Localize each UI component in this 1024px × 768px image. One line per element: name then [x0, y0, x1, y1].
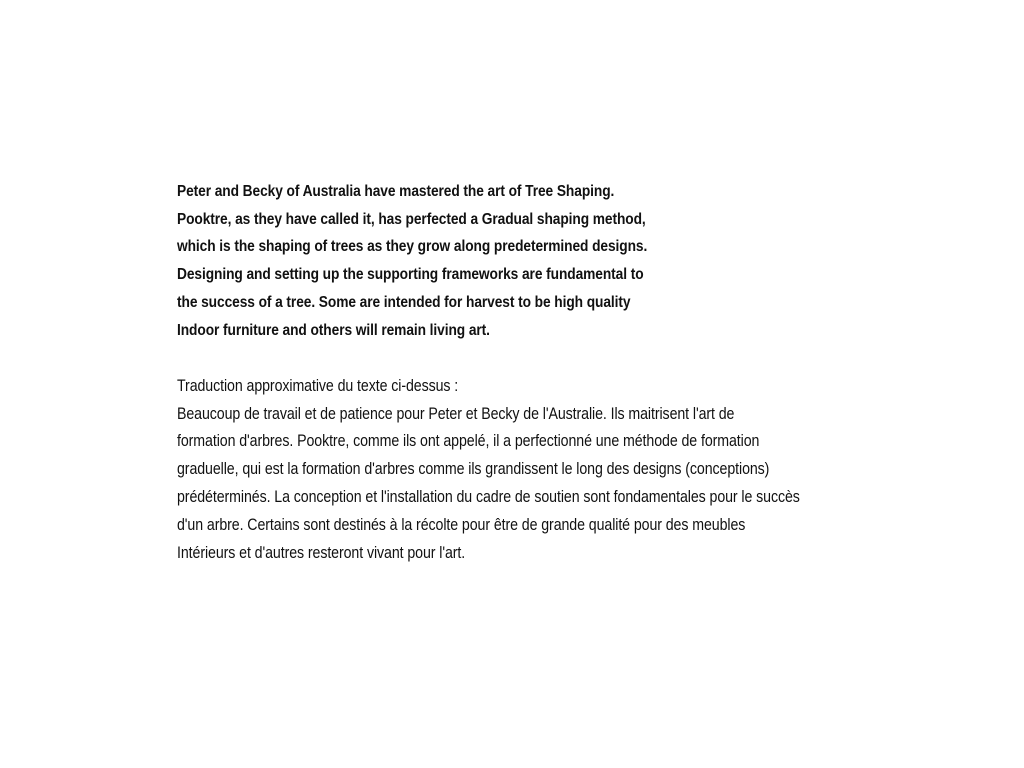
french-line-1: Beaucoup de travail et de patience pour Peter et Becky de l'Australie. Ils maitrisent l'art de — [177, 405, 735, 423]
english-line-4: Designing and setting up the supporting frameworks are fundamental to — [177, 266, 644, 283]
french-heading: Traduction approximative du texte ci-dessus : — [177, 377, 459, 395]
english-line-6: Indoor furniture and others will remain living art. — [177, 322, 490, 339]
english-line-1: Peter and Becky of Australia have mastered the art of Tree Shaping. — [177, 183, 615, 200]
french-line-6: Intérieurs et d'autres resteront vivant pour l'art. — [177, 544, 466, 562]
french-line-4: prédéterminés. La conception et l'installation du cadre de soutien sont fondamentales pour le succès — [177, 488, 800, 506]
english-line-5: the success of a tree. Some are intended for harvest to be high quality — [177, 294, 631, 311]
english-line-2: Pooktre, as they have called it, has perfected a Gradual shaping method, — [177, 211, 646, 228]
english-line-3: which is the shaping of trees as they grow along predetermined designs. — [177, 238, 648, 255]
french-line-5: d'un arbre. Certains sont destinés à la récolte pour être de grande qualité pour des meubles — [177, 516, 746, 534]
french-line-3: graduelle, qui est la formation d'arbres comme ils grandissent le long des designs (conceptions) — [177, 460, 770, 478]
french-line-2: formation d'arbres. Pooktre, comme ils ont appelé, il a perfectionné une méthode de formation — [177, 432, 760, 450]
